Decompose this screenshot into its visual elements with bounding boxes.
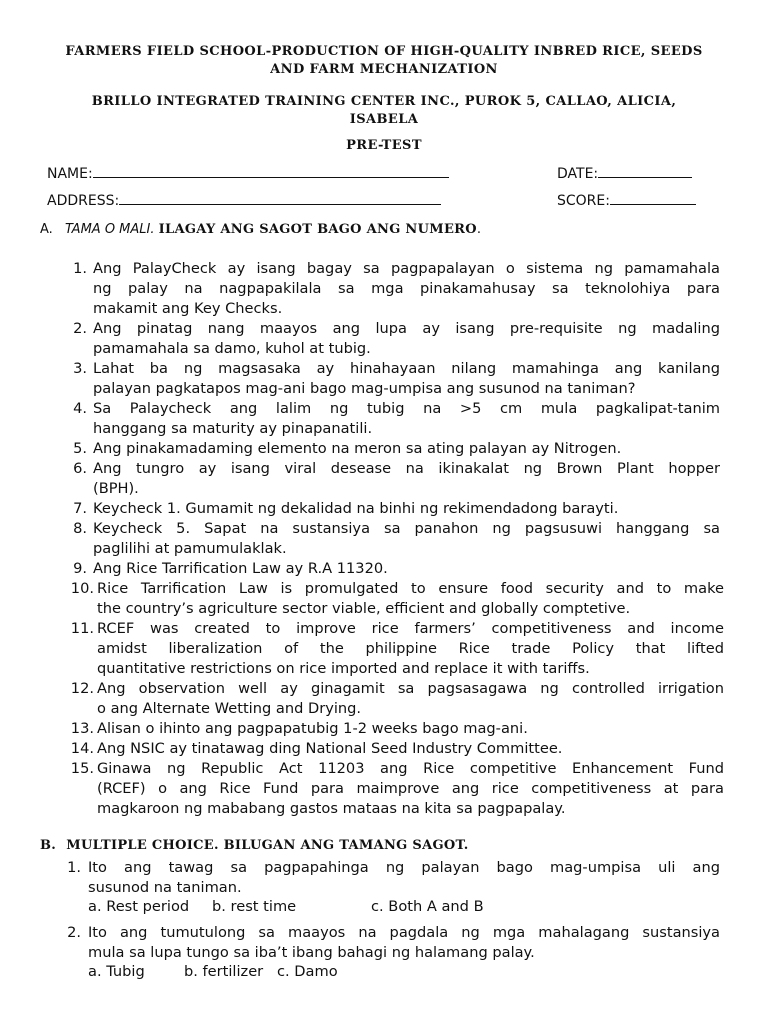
question-item-line: (RCEF) o ang Rice Fund para maimprove ang rice competitiveness at para	[97, 780, 724, 797]
question-item-line: Ang pinatag nang maayos ang lupa ay isang pre-requisite ng madaling	[93, 320, 720, 337]
question-item-line: Keycheck 1. Gumamit ng dekalidad na binhi ng rekimendadong barayti.	[93, 500, 619, 517]
question-item-line: Lahat ba ng magsasaka ay hinahayaan nilang mamahinga ang kanilang	[93, 360, 720, 377]
mc-question-item-line: mula sa lupa tungo sa iba’t ibang bahagi ng halamang palay.	[88, 944, 535, 961]
mc-choice-b[interactable]: b. rest time	[212, 898, 297, 915]
name-label: NAME:	[47, 166, 93, 182]
mc-choice-a[interactable]: a. Tubig	[88, 963, 145, 980]
question-item-text	[93, 319, 720, 359]
question-item-number: 6.	[73, 460, 87, 477]
section-b-letter: B.	[40, 838, 57, 853]
question-item-number: 4.	[73, 400, 87, 417]
question-item-text	[97, 719, 724, 739]
date-blank-line	[598, 165, 692, 178]
question-item-text	[97, 679, 724, 719]
question-item-line: Ginawa ng Republic Act 11203 ang Rice competitive Enhancement Fund	[97, 760, 724, 777]
section-b-heading	[40, 838, 469, 853]
question-item-line: Ang tungro ay isang viral desease na ikinakalat ng Brown Plant hopper	[93, 460, 720, 477]
section-b-instruction: MULTIPLE CHOICE. BILUGAN ANG TAMANG SAGOT.	[66, 838, 469, 853]
question-item-line: Ang NSIC ay tinatawag ding National Seed Industry Committee.	[97, 740, 563, 757]
question-item-text	[93, 359, 720, 399]
mc-choice-a[interactable]: a. Rest period	[88, 898, 190, 915]
question-item-line: Ang PalayCheck ay isang bagay sa pagpapalayan o sistema ng pamamahala	[93, 260, 720, 277]
mc-question-item-line: Ito ang tawag sa pagpapahinga ng palayan bago mag-umpisa uli ang	[88, 859, 720, 876]
section-a-heading	[40, 222, 481, 237]
venue-line-1: BRILLO INTEGRATED TRAINING CENTER INC., PUROK 5, CALLAO, ALICIA,	[91, 94, 677, 109]
address-label: ADDRESS:	[47, 193, 120, 209]
name-blank-line	[93, 165, 449, 178]
question-item-number: 2.	[73, 320, 87, 337]
question-item-line: makamit ang Key Checks.	[93, 300, 283, 317]
question-item-text	[97, 579, 724, 619]
question-item-line: Keycheck 5. Sapat na sustansiya sa panahon ng pagsusuwi hanggang sa	[93, 520, 720, 537]
question-item-text	[97, 759, 724, 819]
question-item-number: 11.	[70, 620, 94, 637]
question-item-line: RCEF was created to improve rice farmers’ competitiveness and income	[97, 620, 724, 637]
question-item-line: hanggang sa maturity ay pinapanatili.	[93, 420, 373, 437]
mc-question-item-text	[88, 923, 720, 963]
question-item-line: Sa Palaycheck ang lalim ng tubig na >5 cm mula pagkalipat-tanim	[93, 400, 720, 417]
mc-question-item-text	[88, 858, 720, 898]
question-item-number: 15.	[70, 760, 94, 777]
venue-line-2: ISABELA	[349, 112, 419, 127]
question-item-number: 7.	[73, 500, 87, 517]
mc-question-item-number: 1.	[67, 859, 81, 876]
mc-choice-c[interactable]: c. Both A and B	[371, 898, 484, 915]
question-item-text	[93, 439, 720, 459]
question-item-text	[93, 459, 720, 499]
name-field	[47, 165, 449, 182]
question-item-text	[97, 739, 724, 759]
question-item-number: 3.	[73, 360, 87, 377]
question-item-text	[93, 559, 720, 579]
section-a-instruction: ILAGAY ANG SAGOT BAGO ANG NUMERO	[158, 222, 477, 237]
question-item-line: ng palay na nagpapakilala sa mga pinakamahusay sa teknolohiya para	[93, 280, 720, 297]
question-item-text	[97, 619, 724, 679]
question-item-line: pamamahala sa damo, kuhol at tubig.	[93, 340, 371, 357]
address-blank-line	[119, 192, 441, 205]
mc-choice-b[interactable]: b. fertilizer	[184, 963, 264, 980]
question-item-line: magkaroon ng mababang gastos mataas na kita sa pagpapalay.	[97, 800, 566, 817]
question-item-line: palayan pagkatapos mag-ani bago mag-umpisa ang susunod na taniman?	[93, 380, 636, 397]
question-item-number: 1.	[73, 260, 87, 277]
question-item-number: 5.	[73, 440, 87, 457]
question-item-text	[93, 499, 720, 519]
score-field	[557, 192, 696, 209]
section-a-period: .	[476, 222, 482, 237]
mc-choice-c[interactable]: c. Damo	[277, 963, 338, 980]
test-name: PRE-TEST	[346, 138, 422, 153]
mc-question-item-line: susunod na taniman.	[88, 879, 242, 896]
question-item-line: amidst liberalization of the philippine Rice trade Policy that lifted	[97, 640, 724, 657]
date-field	[557, 165, 692, 182]
question-item-line: Rice Tarrification Law is promulgated to ensure food security and to make	[97, 580, 724, 597]
question-item-line: paglilihi at pamumulaklak.	[93, 540, 287, 557]
venue-heading	[40, 93, 728, 129]
question-item-line: Ang observation well ay ginagamit sa pagsasagawa ng controlled irrigation	[97, 680, 724, 697]
question-item-number: 9.	[73, 560, 87, 577]
question-item-line: o ang Alternate Wetting and Drying.	[97, 700, 362, 717]
title-line-2: AND FARM MECHANIZATION	[270, 62, 498, 77]
question-item-line: quantitative restrictions on rice imported and replace it with tariffs.	[97, 660, 590, 677]
section-a-italic: TAMA O MALI.	[64, 222, 155, 237]
score-blank-line	[610, 192, 696, 205]
question-item-line: Ang pinakamadaming elemento na meron sa ating palayan ay Nitrogen.	[93, 440, 622, 457]
question-item-number: 10.	[70, 580, 94, 597]
question-item-number: 8.	[73, 520, 87, 537]
question-item-text	[93, 259, 720, 319]
mc-question-item-line: Ito ang tumutulong sa maayos na pagdala ng mga mahalagang sustansiya	[88, 924, 720, 941]
score-label: SCORE:	[557, 193, 610, 209]
address-field	[47, 192, 441, 209]
question-item-line: (BPH).	[93, 480, 139, 497]
mc-question-item-number: 2.	[67, 924, 81, 941]
section-a-letter: A.	[40, 222, 53, 237]
date-label: DATE:	[557, 166, 599, 182]
question-item-line: Ang Rice Tarrification Law ay R.A 11320.	[93, 560, 388, 577]
question-item-text	[93, 399, 720, 439]
question-item-number: 13.	[70, 720, 94, 737]
document-title	[40, 43, 728, 79]
question-item-line: Alisan o ihinto ang pagpapatubig 1-2 weeks bago mag-ani.	[97, 720, 528, 737]
question-item-text	[93, 519, 720, 559]
title-line-1: FARMERS FIELD SCHOOL-PRODUCTION OF HIGH-QUALITY INBRED RICE, SEEDS	[65, 44, 703, 59]
question-item-number: 12.	[70, 680, 94, 697]
question-item-number: 14.	[70, 740, 94, 757]
question-item-line: the country’s agriculture sector viable, efficient and globally comptetive.	[97, 600, 631, 617]
